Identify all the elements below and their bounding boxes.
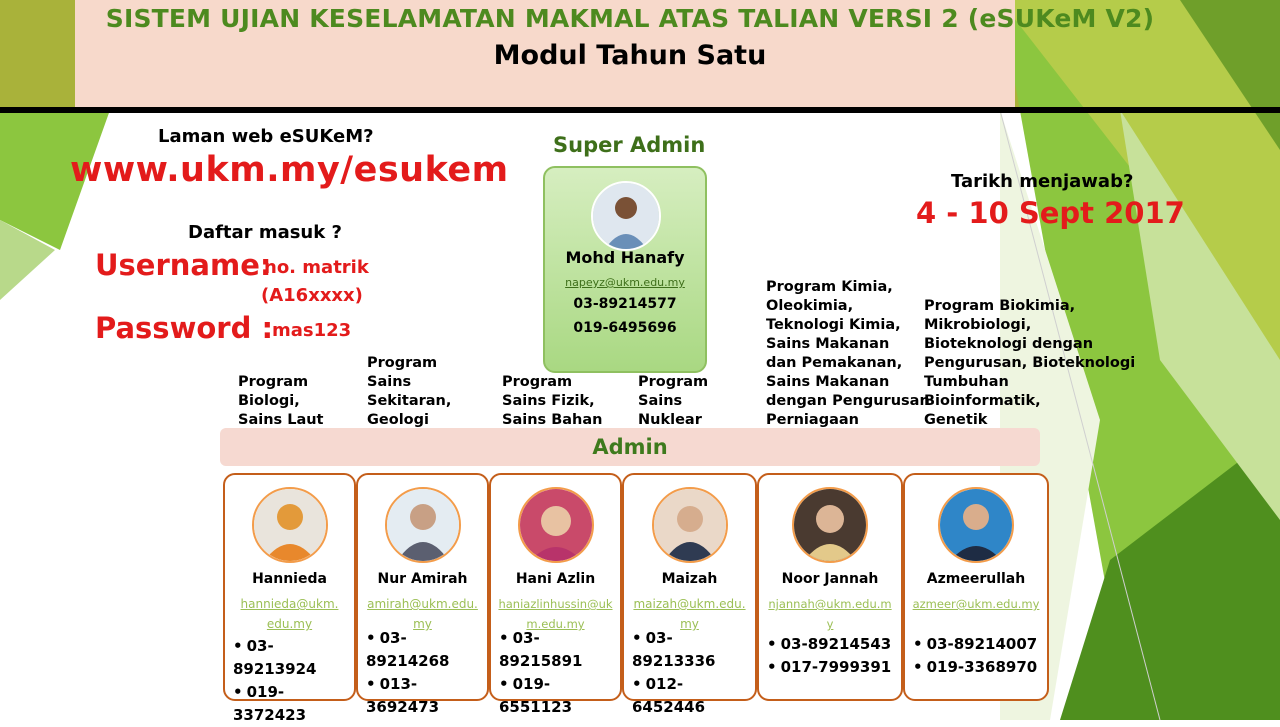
admin-name: Noor Jannah <box>781 571 879 587</box>
admin-phone1: • 03-89214268 <box>366 627 483 673</box>
admin-phone1: • 03-89214543 <box>767 633 897 656</box>
admin-avatar <box>518 487 594 563</box>
admin-card-maizah <box>622 473 757 716</box>
admin-name: Maizah <box>661 571 718 587</box>
username-value: no. matrik <box>264 257 369 278</box>
dates-question: Tarikh menjawab? <box>951 171 1134 192</box>
page-subtitle: Modul Tahun Satu <box>493 40 767 71</box>
admin-avatar <box>792 487 868 563</box>
super-admin-phone1: 03-89214577 <box>573 296 677 312</box>
admin-card-hani-azlin <box>489 473 622 716</box>
admin-avatar <box>652 487 728 563</box>
super-admin-heading: Super Admin <box>553 133 706 157</box>
admin-card-noor-jannah <box>757 473 903 701</box>
admin-email[interactable]: haniazlinhussin@ukm.edu.my <box>498 597 613 631</box>
admin-phone1: • 03-89214007 <box>913 633 1043 656</box>
admin-phone1: • 03-89213924 <box>233 635 350 681</box>
admin-phone1: • 03-89215891 <box>499 627 616 673</box>
admin-name: Hannieda <box>252 571 327 587</box>
program-label-6: Program Biokimia, Mikrobiologi, Bioteknologi dengan Pengurusan, Bioteknologi Tumbuhan Bioinformatik, Genetik <box>924 298 1136 428</box>
admin-phone2: • 017-7999391 <box>767 656 897 679</box>
admin-phone2: • 019-3368970 <box>913 656 1043 679</box>
dates-value: 4 - 10 Sept 2017 <box>916 196 1185 230</box>
admin-phone2: • 019-6551123 <box>499 673 616 719</box>
super-admin-email[interactable]: napeyz@ukm.edu.my <box>565 276 685 289</box>
admin-phone2: • 019-3372423 <box>233 681 350 727</box>
login-question: Daftar masuk ? <box>188 222 342 243</box>
super-admin-avatar <box>591 181 661 251</box>
password-value: mas123 <box>272 320 352 341</box>
admin-name: Azmeerullah <box>926 571 1026 587</box>
program-label-5: Program Kimia, Oleokimia, Teknologi Kimia, Sains Makanan dan Pemakanan, Sains Makanan dengan Pengurusan Perniagaan <box>766 279 930 428</box>
admin-email[interactable]: njannah@ukm.edu.my <box>768 597 892 631</box>
admin-avatar <box>252 487 328 563</box>
admin-email[interactable]: maizah@ukm.edu.my <box>633 597 746 631</box>
program-label-1: Program Biologi, Sains Laut <box>238 374 324 428</box>
admin-card-hannieda <box>223 473 356 724</box>
admin-name: Hani Azlin <box>515 571 596 587</box>
header-divider <box>0 107 1280 113</box>
username-format: (A16xxxx) <box>261 285 363 306</box>
password-label: Password : <box>95 311 274 345</box>
admin-email[interactable]: azmeer@ukm.edu.my <box>912 597 1040 611</box>
admin-heading-bar: Admin <box>220 428 1040 466</box>
admin-phone2: • 013-3692473 <box>366 673 483 719</box>
admin-email[interactable]: hannieda@ukm.edu.my <box>240 597 339 631</box>
admin-card-azmeerullah <box>903 473 1049 701</box>
program-label-2: Program Sains Sekitaran, Geologi <box>367 355 452 428</box>
super-admin-card <box>543 166 707 373</box>
super-admin-phone2: 019-6495696 <box>573 320 677 336</box>
admin-card-nur-amirah <box>356 473 489 716</box>
website-question: Laman web eSUKeM? <box>158 126 374 147</box>
admin-phone2: • 012-6452446 <box>632 673 751 719</box>
website-url-link[interactable]: www.ukm.my/esukem <box>70 150 509 190</box>
program-label-4: Program Sains Nuklear <box>638 374 709 428</box>
page-title: SISTEM UJIAN KESELAMATAN MAKMAL ATAS TALIAN VERSI 2 (eSUKeM V2) <box>105 4 1155 33</box>
admin-avatar <box>938 487 1014 563</box>
username-label: Username: <box>95 248 272 282</box>
admin-email[interactable]: amirah@ukm.edu.my <box>367 597 478 631</box>
admin-avatar <box>385 487 461 563</box>
program-label-3: Program Sains Fizik, Sains Bahan <box>502 374 603 428</box>
admin-phone1: • 03-89213336 <box>632 627 751 673</box>
admin-name: Nur Amirah <box>377 571 468 587</box>
super-admin-name: Mohd Hanafy <box>565 248 685 267</box>
